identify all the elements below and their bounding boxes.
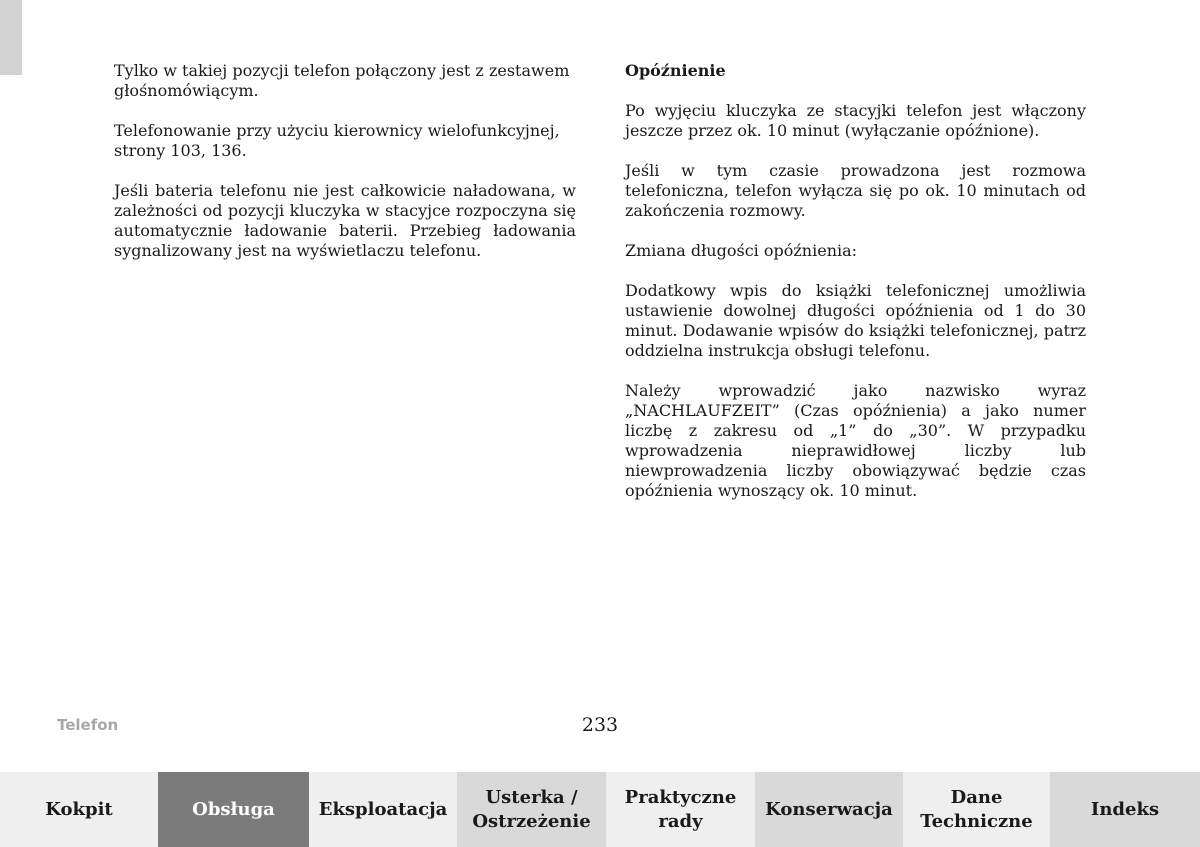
paragraph-delay: Po wyjęciu kluczyka ze stacyjki telefon jest włączony jeszcze przez ok. 10 minut (wyłączanie opóźnione). <box>625 101 1086 140</box>
paragraph-battery: Jeśli bateria telefonu nie jest całkowicie naładowana, w zależności od pozycji kluczyka w stacyjce rozpoczyna się automatycznie ładowanie baterii. Przebieg ładowania sygnalizowany jest na wyświetlaczu telefonu. <box>114 181 576 260</box>
left-column <box>114 61 576 281</box>
tab-obsluga[interactable]: Obsługa <box>158 772 309 847</box>
tab-indeks[interactable]: Indeks <box>1050 772 1200 847</box>
paragraph-handsfree: Tylko w takiej pozycji telefon połączony jest z zestawem głośnomówiącym. <box>114 61 570 100</box>
tab-konserwacja[interactable]: Konserwacja <box>755 772 903 847</box>
tab-kokpit[interactable]: Kokpit <box>0 772 158 847</box>
paragraph-change-delay: Zmiana długości opóźnienia: <box>625 241 858 260</box>
paragraph-call-in-progress: Jeśli w tym czasie prowadzona jest rozmowa telefoniczna, telefon wyłącza się po ok. 10 minutach od zakończenia rozmowy. <box>625 161 1086 220</box>
section-label: Telefon <box>57 716 119 734</box>
corner-marker <box>0 0 22 75</box>
paragraph-steering-wheel: Telefonowanie przy użyciu kierownicy wielofunkcyjnej, strony 103, 136. <box>114 121 560 160</box>
tab-usterka-ostrzezenie[interactable]: Usterka / Ostrzeżenie <box>457 772 606 847</box>
paragraph-phonebook-entry: Dodatkowy wpis do książki telefonicznej umożliwia ustawienie dowolnej długości opóźnienia od 1 do 30 minut. Dodawanie wpisów do książki telefonicznej, patrz oddzielna instrukcja obsługi telefonu. <box>625 281 1086 360</box>
paragraph-nachlaufzeit: Należy wprowadzić jako nazwisko wyraz „NACHLAUFZEIT” (Czas opóźnienia) a jako numer liczbę z zakresu od „1” do „30”. W przypadku wprowadzenia nieprawidłowej liczby lub niewprowadzenia liczby obowiązywać będzie czas opóźnienia wynoszący ok. 10 minut. <box>625 381 1086 500</box>
right-column <box>625 61 1086 521</box>
section-heading: Opóźnienie <box>625 61 726 80</box>
tab-dane-techniczne[interactable]: Dane Techniczne <box>903 772 1050 847</box>
tab-eksploatacja[interactable]: Eksploatacja <box>309 772 457 847</box>
page-number: 233 <box>581 714 619 736</box>
bottom-navigation <box>0 772 1200 847</box>
tab-praktyczne-rady[interactable]: Praktyczne rady <box>606 772 755 847</box>
